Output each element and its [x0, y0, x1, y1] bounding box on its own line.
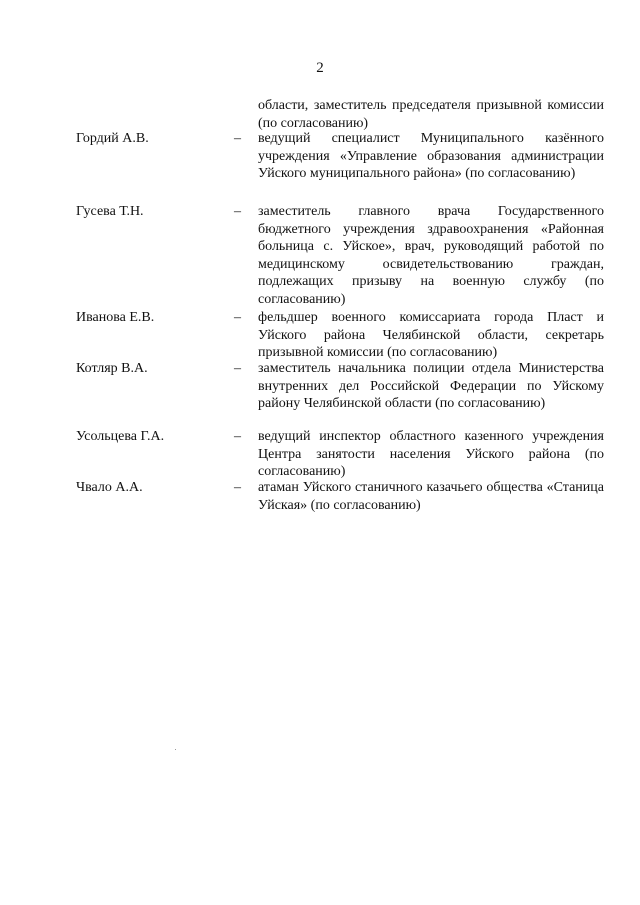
scan-speck [175, 749, 176, 750]
member-dash: – [234, 131, 241, 146]
member-dash: – [234, 361, 241, 376]
member-position: атаман Уйского станичного казачьего общества «Станица Уйская» (по согласованию) [258, 480, 604, 513]
member-position: фельдшер военного комиссариата города Пласт и Уйского района Челябинской области, секретарь призывной комиссии (по согласованию) [258, 310, 604, 360]
member-dash: – [234, 204, 241, 219]
member-position: заместитель начальника полиции отдела Министерства внутренних дел Российской Федерации по Уйскому району Челябинской области (по согласованию) [258, 361, 604, 411]
member-position: заместитель главного врача Государственного бюджетного учреждения здравоохранения «Районная больница с. Уйское», врач, руководящий работой по медицинскому освидетельствованию граждан, подлежащих призыву на военную службу (по согласованию) [258, 204, 604, 307]
member-name: Котляр В.А. [76, 361, 148, 376]
member-dash: – [234, 480, 241, 495]
member-dash: – [234, 310, 241, 325]
member-name: Гордий А.В. [76, 131, 149, 146]
member-position: ведущий инспектор областного казенного учреждения Центра занятости населения Уйского района (по согласованию) [258, 429, 604, 479]
member-name: Чвало А.А. [76, 480, 143, 495]
member-position: ведущий специалист Муниципального казённого учреждения «Управление образования администрации Уйского муниципального района» (по согласованию) [258, 131, 604, 181]
member-name: Иванова Е.В. [76, 310, 155, 325]
continuation-text: области, заместитель председателя призывной комиссии (по согласованию) [258, 98, 604, 131]
page-number: 2 [316, 60, 324, 76]
member-dash: – [234, 429, 241, 444]
member-name: Усольцева Г.А. [76, 429, 165, 444]
member-name: Гусева Т.Н. [76, 204, 144, 219]
